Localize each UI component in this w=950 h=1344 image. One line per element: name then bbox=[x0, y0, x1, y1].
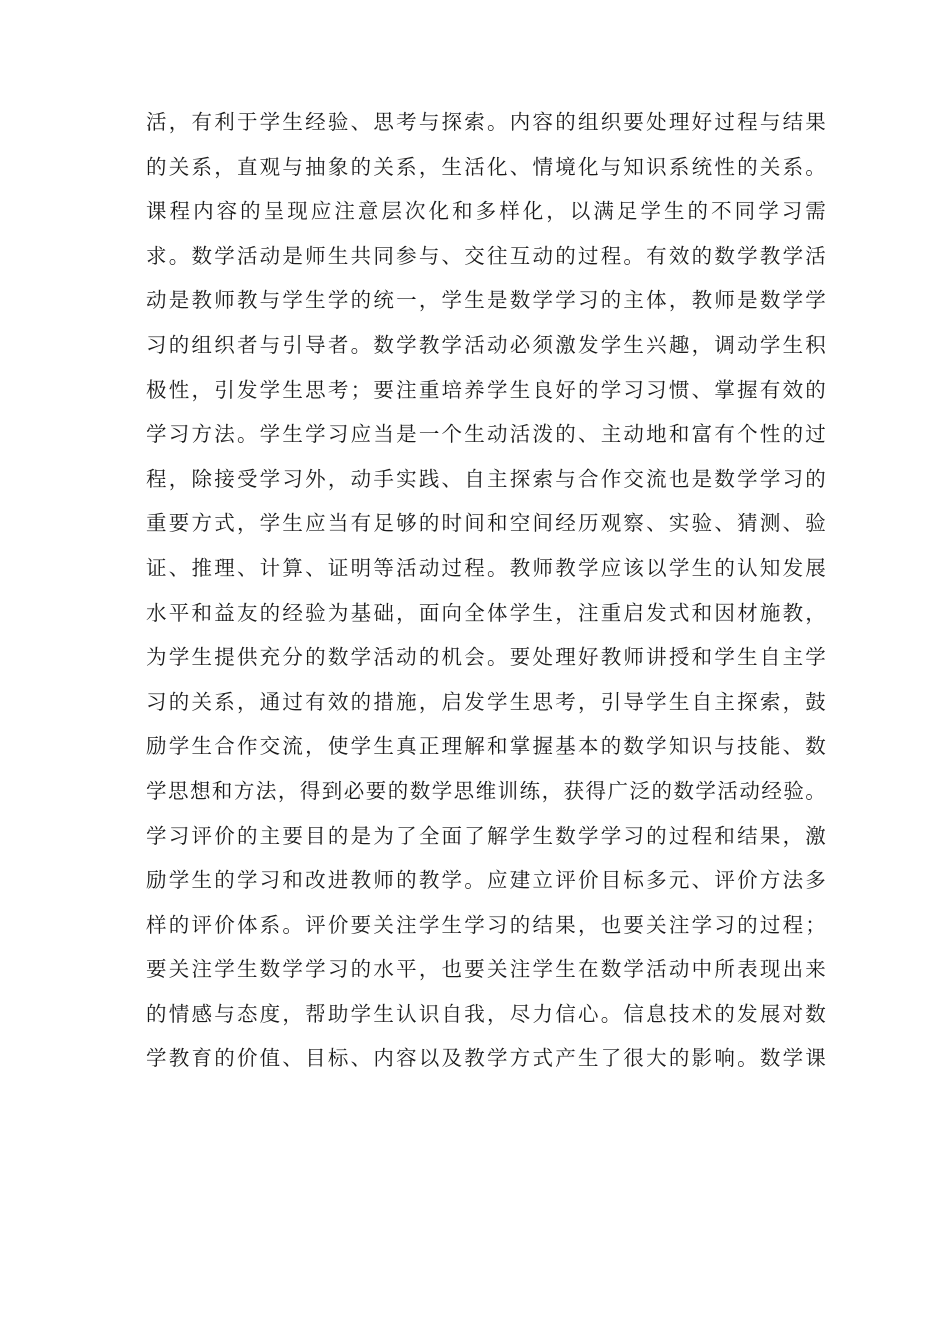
text-line: 的情感与态度，帮助学生认识自我，尽力信心。信息技术的发展对数 bbox=[146, 1001, 826, 1026]
text-line: 习的关系，通过有效的措施，启发学生思考，引导学生自主探索，鼓 bbox=[146, 689, 826, 714]
text-line: 样的评价体系。评价要关注学生学习的结果，也要关注学习的过程； bbox=[146, 912, 826, 937]
text-line: 励学生的学习和改进教师的教学。应建立评价目标多元、评价方法多 bbox=[146, 868, 826, 893]
text-line: 课程内容的呈现应注意层次化和多样化，以满足学生的不同学习需 bbox=[146, 199, 826, 224]
text-line: 习的组织者与引导者。数学教学活动必须激发学生兴趣，调动学生积 bbox=[146, 332, 826, 357]
text-line: 学习评价的主要目的是为了全面了解学生数学学习的过程和结果，激 bbox=[146, 823, 826, 848]
text-line: 动是教师教与学生学的统一，学生是数学学习的主体，教师是数学学 bbox=[146, 288, 826, 313]
text-line: 学思想和方法，得到必要的数学思维训练，获得广泛的数学活动经验。 bbox=[146, 778, 826, 803]
text-line: 水平和益友的经验为基础，面向全体学生，注重启发式和因材施教， bbox=[146, 600, 826, 625]
text-line: 的关系，直观与抽象的关系，生活化、情境化与知识系统性的关系。 bbox=[146, 154, 826, 179]
text-line: 重要方式，学生应当有足够的时间和空间经历观察、实验、猜测、验 bbox=[146, 511, 826, 536]
text-line: 要关注学生数学学习的水平，也要关注学生在数学活动中所表现出来 bbox=[146, 957, 826, 982]
text-line: 学教育的价值、目标、内容以及教学方式产生了很大的影响。数学课 bbox=[146, 1046, 826, 1071]
text-line: 励学生合作交流，使学生真正理解和掌握基本的数学知识与技能、数 bbox=[146, 734, 826, 759]
text-line: 程，除接受学习外，动手实践、自主探索与合作交流也是数学学习的 bbox=[146, 466, 826, 491]
body-text bbox=[146, 100, 826, 1081]
text-line: 活，有利于学生经验、思考与探索。内容的组织要处理好过程与结果 bbox=[146, 110, 826, 134]
text-line: 学习方法。学生学习应当是一个生动活泼的、主动地和富有个性的过 bbox=[146, 422, 826, 447]
text-line: 求。数学活动是师生共同参与、交往互动的过程。有效的数学教学活 bbox=[146, 243, 826, 268]
text-line: 为学生提供充分的数学活动的机会。要处理好教师讲授和学生自主学 bbox=[146, 645, 826, 670]
text-line: 极性，引发学生思考；要注重培养学生良好的学习习惯、掌握有效的 bbox=[146, 377, 826, 402]
text-line: 证、推理、计算、证明等活动过程。教师教学应该以学生的认知发展 bbox=[146, 555, 826, 580]
